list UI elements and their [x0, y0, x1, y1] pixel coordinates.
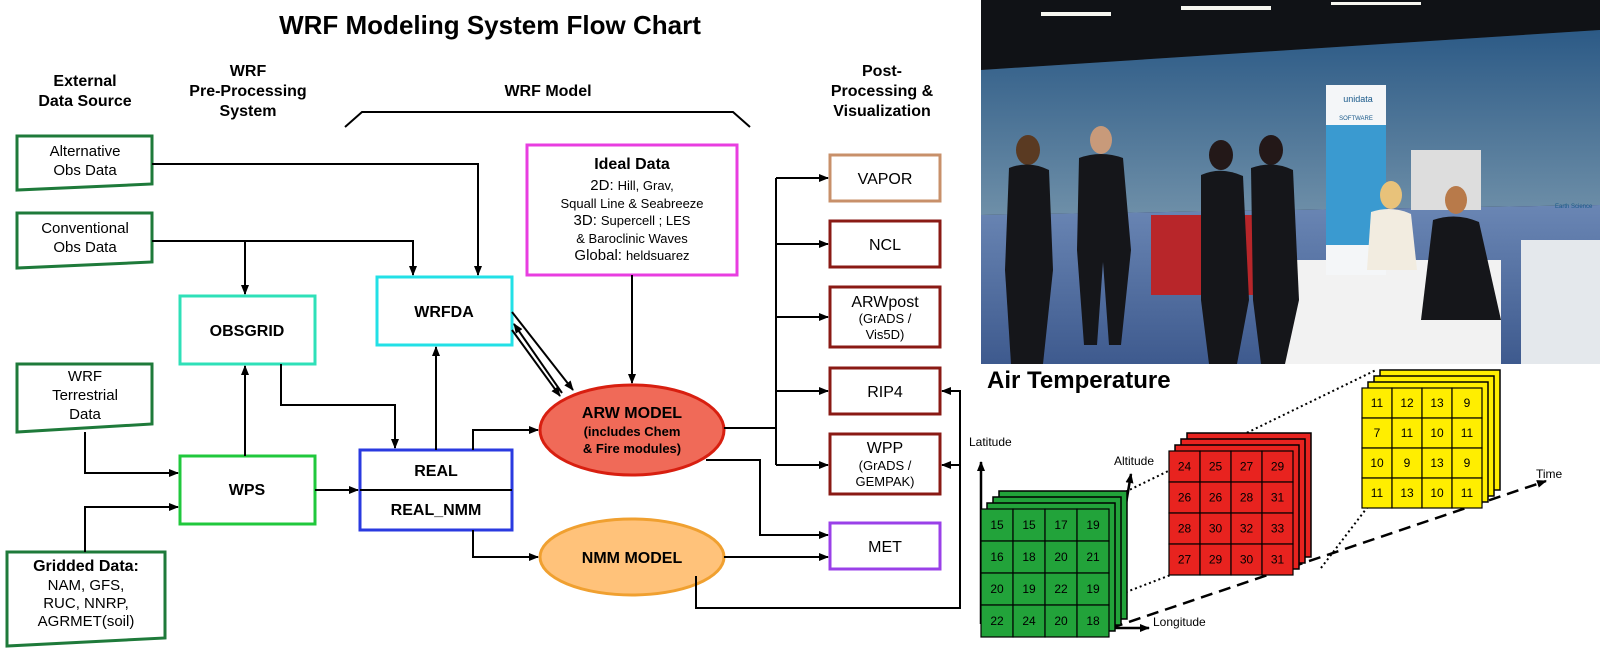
svg-text:2D:Hill, Grav,: 2D: Hill, Grav, — [590, 177, 674, 194]
yellow-grid-cell-value: 9 — [1463, 456, 1471, 470]
gridded-data-box — [7, 552, 165, 646]
red-grid-cell-value: 26 — [1177, 490, 1192, 505]
green-grid-cell-value: 22 — [1054, 582, 1068, 596]
wrf-model-bracket — [345, 112, 750, 127]
svg-text:(GrADS /: (GrADS / — [858, 311, 912, 326]
axis-label-longitude: Longitude — [1153, 615, 1206, 629]
green-grid-cell-value: 16 — [990, 550, 1004, 564]
met-box — [830, 523, 940, 569]
green-grid-cell-value: 21 — [1086, 550, 1100, 564]
red-grid-cell-value: 24 — [1177, 459, 1192, 474]
svg-text:Pre-Processing: Pre-Processing — [189, 83, 307, 100]
svg-text:REAL_NMM: REAL_NMM — [390, 502, 482, 519]
svg-text:Data: Data — [69, 406, 101, 423]
svg-text:WRF: WRF — [67, 368, 103, 385]
axis-label-time: Time — [1536, 467, 1563, 481]
svg-text:Terrestrial: Terrestrial — [52, 387, 118, 404]
column-header-preprocessing — [189, 63, 306, 120]
svg-text:ARW MODEL: ARW MODEL — [581, 405, 683, 422]
green-grid-cell-value: 20 — [990, 582, 1004, 596]
green-grid-cell-value: 20 — [1054, 550, 1068, 564]
green-grid-cell-value: 20 — [1054, 614, 1068, 628]
green-grid-cell-value: 19 — [1022, 582, 1036, 596]
svg-text:(includes Chem: (includes Chem — [583, 424, 681, 439]
red-grid-cell-value: 31 — [1270, 552, 1285, 567]
yellow-grid-cell-value: 13 — [1400, 486, 1414, 500]
air-temperature-title: Air Temperature — [987, 367, 1171, 394]
svg-text:RIP4: RIP4 — [867, 384, 903, 401]
svg-text:WPP: WPP — [866, 440, 904, 457]
svg-text:RUC, NNRP,: RUC, NNRP, — [43, 595, 129, 612]
svg-text:GEMPAK): GEMPAK) — [855, 474, 915, 489]
vapor-box — [830, 155, 940, 201]
svg-text:Alternative: Alternative — [49, 143, 121, 160]
svg-text:External: External — [53, 73, 117, 90]
red-grid-cell-value: 30 — [1208, 521, 1223, 536]
svg-text:Processing &: Processing & — [830, 83, 934, 100]
red-grid-stack — [1169, 433, 1311, 575]
arw-model-ellipse — [540, 385, 724, 475]
green-grid-cell-value: 18 — [1022, 550, 1036, 564]
svg-text:Squall Line & Seabreeze: Squall Line & Seabreeze — [560, 196, 704, 211]
green-grid-cell-value: 24 — [1022, 614, 1036, 628]
wrfda-box — [377, 277, 512, 345]
obsgrid-box — [180, 296, 315, 364]
column-header-external — [38, 73, 131, 110]
conventional-obs-data-box — [17, 213, 152, 268]
green-grid-cell-value: 15 — [1022, 518, 1036, 532]
axis-label-latitude: Latitude — [969, 435, 1012, 449]
air-temperature-figure — [969, 366, 1600, 660]
yellow-grid-cell-value: 7 — [1373, 426, 1381, 440]
red-grid-cell-value: 30 — [1239, 552, 1254, 567]
ncl-box — [830, 221, 940, 267]
svg-text:(GrADS /: (GrADS / — [858, 458, 912, 473]
yellow-grid-cell-value: 13 — [1430, 396, 1444, 410]
svg-text:Vis5D): Vis5D) — [865, 327, 905, 342]
red-grid-cell-value: 28 — [1177, 521, 1192, 536]
svg-text:Conventional: Conventional — [41, 220, 129, 237]
yellow-grid-cell-value: 12 — [1400, 396, 1414, 410]
svg-text:NAM, GFS,: NAM, GFS, — [47, 577, 125, 594]
green-grid-cell-value: 15 — [990, 518, 1004, 532]
svg-text:VAPOR: VAPOR — [857, 171, 913, 188]
green-grid-cell-value: 22 — [990, 614, 1004, 628]
real-box — [360, 450, 512, 530]
svg-text:unidata: unidata — [1343, 94, 1373, 104]
red-grid-cell-value: 27 — [1177, 552, 1192, 567]
yellow-grid-cell-value: 11 — [1370, 396, 1384, 410]
yellow-grid-cell-value: 13 — [1430, 456, 1444, 470]
svg-text:OBSGRID: OBSGRID — [209, 323, 285, 340]
red-grid-cell-value: 33 — [1270, 521, 1285, 536]
red-grid-cell-value: 27 — [1239, 459, 1254, 474]
yellow-grid-cell-value: 11 — [1370, 486, 1384, 500]
wps-box — [180, 456, 315, 524]
svg-text:Visualization: Visualization — [833, 103, 931, 120]
yellow-grid-cell-value: 9 — [1463, 396, 1471, 410]
svg-text:MET: MET — [868, 539, 902, 556]
svg-text:WPS: WPS — [228, 482, 266, 499]
svg-text:SOFTWARE: SOFTWARE — [1339, 116, 1373, 122]
svg-text:Post-: Post- — [862, 63, 902, 80]
yellow-grid-cell-value: 11 — [1460, 426, 1474, 440]
axis-label-altitude: Altitude — [1114, 454, 1155, 468]
side-sign-label: Earth Science — [1555, 204, 1593, 210]
svg-text:Data Source: Data Source — [38, 93, 132, 110]
side-table — [1521, 240, 1600, 364]
svg-text:Obs Data: Obs Data — [53, 239, 117, 256]
conference-photo — [981, 0, 1600, 364]
svg-text:REAL: REAL — [414, 463, 458, 480]
column-header-wrf-model: WRF Model — [504, 83, 592, 100]
red-grid-cell-value: 32 — [1239, 521, 1254, 536]
svg-text:ARWpost: ARWpost — [851, 294, 919, 311]
svg-text:WRFDA: WRFDA — [414, 304, 474, 321]
green-grid-cell-value: 19 — [1086, 582, 1100, 596]
flow-chart-title: WRF Modeling System Flow Chart — [279, 10, 701, 40]
svg-text:& Baroclinic Waves: & Baroclinic Waves — [576, 231, 688, 246]
green-grid-stack — [981, 491, 1127, 637]
yellow-grid-cell-value: 10 — [1430, 426, 1444, 440]
svg-text:NCL: NCL — [868, 237, 902, 254]
yellow-grid-cell-value: 11 — [1460, 486, 1474, 500]
red-grid-cell-value: 25 — [1208, 459, 1223, 474]
red-grid-cell-value: 26 — [1208, 490, 1223, 505]
rip4-box — [830, 368, 940, 414]
svg-text:Obs Data: Obs Data — [53, 162, 117, 179]
wrf-terrestrial-data-box — [17, 364, 152, 432]
svg-text:NMM MODEL: NMM MODEL — [581, 550, 683, 567]
yellow-grid-cell-value: 9 — [1403, 456, 1411, 470]
svg-text:& Fire modules): & Fire modules) — [582, 441, 682, 456]
svg-text:System: System — [219, 103, 277, 120]
svg-text:Ideal Data: Ideal Data — [594, 156, 670, 173]
red-grid-cell-value: 29 — [1270, 459, 1285, 474]
wpp-box — [830, 434, 940, 494]
red-grid-cell-value: 28 — [1239, 490, 1254, 505]
green-grid-cell-value: 18 — [1086, 614, 1100, 628]
svg-text:Global:heldsuarez: Global: heldsuarez — [574, 247, 690, 264]
green-grid-cell-value: 19 — [1086, 518, 1100, 532]
svg-text:WRF: WRF — [229, 63, 267, 80]
svg-text:Gridded Data:: Gridded Data: — [33, 558, 139, 575]
svg-text:AGRMET(soil): AGRMET(soil) — [37, 613, 135, 630]
yellow-grid-cell-value: 10 — [1370, 456, 1384, 470]
green-grid-cell-value: 17 — [1054, 518, 1068, 532]
column-header-postprocessing — [831, 63, 934, 120]
arwpost-box — [830, 287, 940, 347]
yellow-grid-cell-value: 11 — [1400, 426, 1414, 440]
svg-text:3D:Supercell ; LES: 3D: Supercell ; LES — [573, 212, 691, 229]
alternative-obs-data-box — [17, 136, 152, 190]
yellow-grid-cell-value: 10 — [1430, 486, 1444, 500]
red-grid-cell-value: 31 — [1270, 490, 1285, 505]
red-grid-cell-value: 29 — [1208, 552, 1223, 567]
ideal-data-box — [527, 145, 737, 275]
yellow-grid-stack — [1362, 370, 1500, 508]
